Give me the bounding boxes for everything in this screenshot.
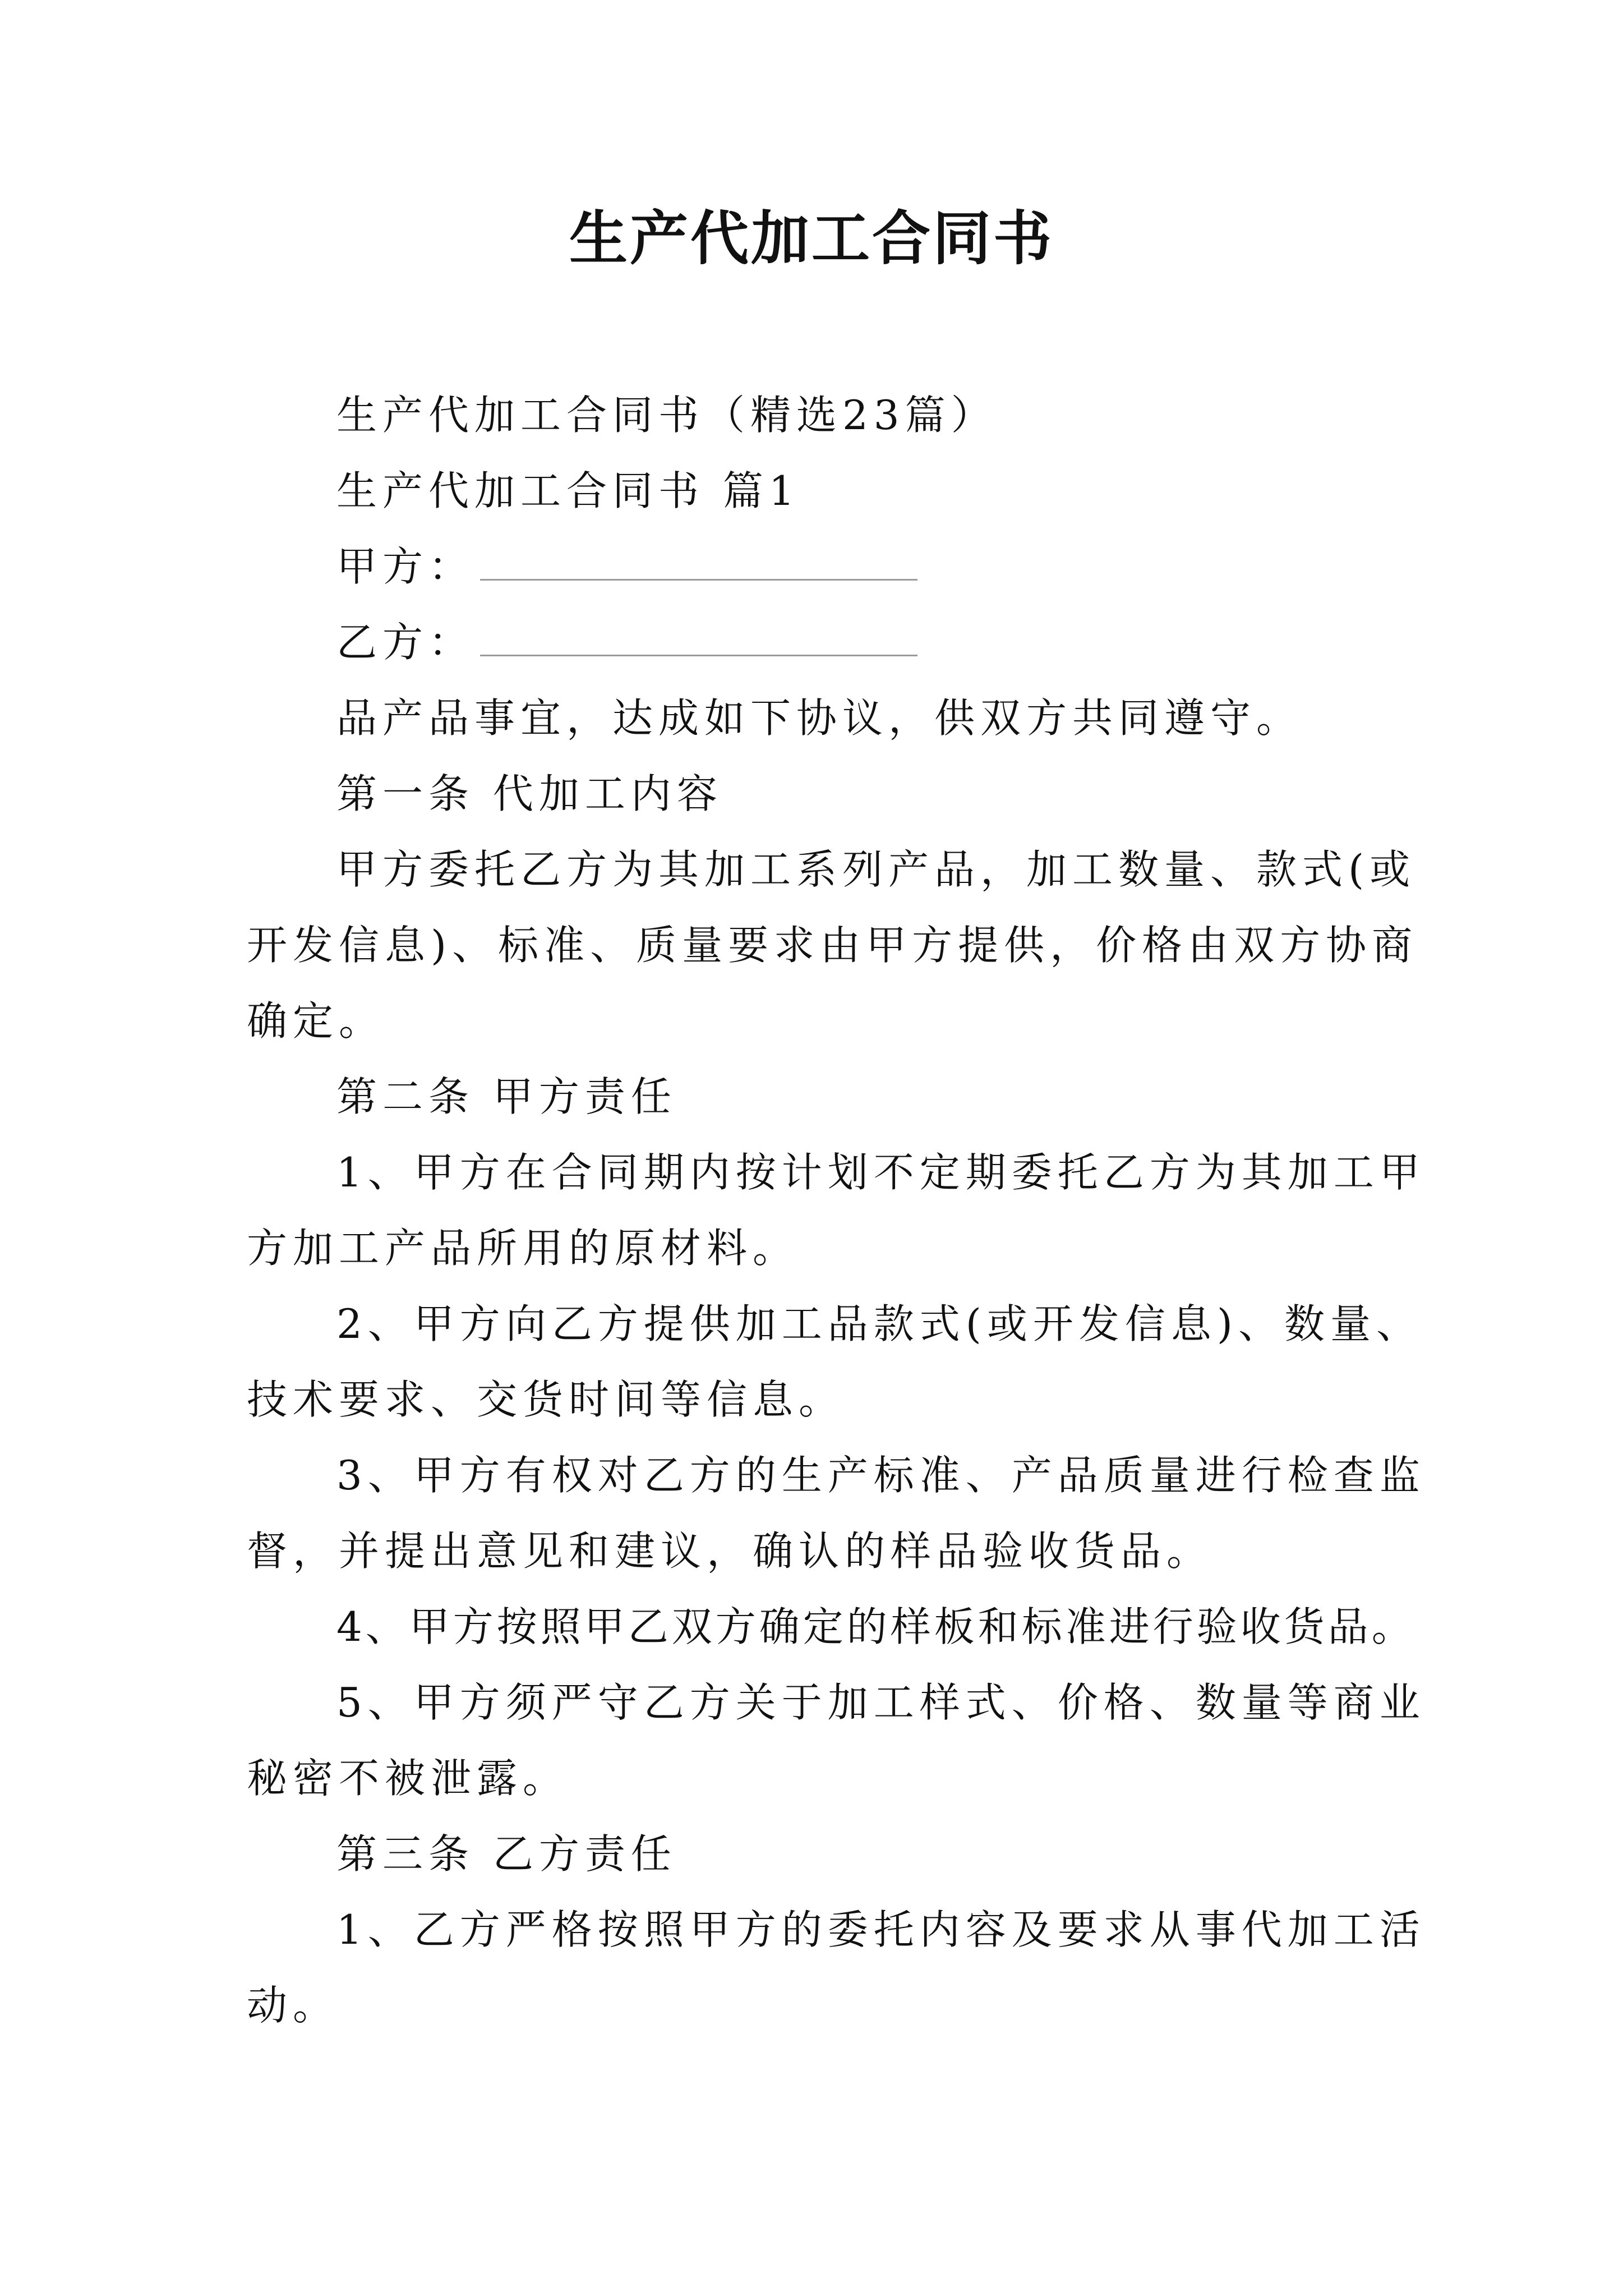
article1-text-line: 甲方委托乙方为其加工系列产品，加工数量、款式(或 — [336, 846, 1416, 893]
article2-item5-line: 5、甲方须严守乙方关于加工样式、价格、数量等商业 — [336, 1679, 1426, 1726]
article3-heading: 第三条 乙方责任 — [336, 1830, 677, 1878]
intro-paragraph: 品产品事宜，达成如下协议，供双方共同遵守。 — [336, 694, 1303, 742]
article1-text-line: 确定。 — [247, 997, 385, 1045]
article3-item1-line: 1、乙方严格按照甲方的委托内容及要求从事代加工活 — [336, 1906, 1426, 1953]
chapter-heading: 生产代加工合同书 篇1 — [336, 467, 800, 514]
document-subtitle: 生产代加工合同书（精选23篇） — [336, 392, 997, 439]
party-a-blank — [480, 577, 917, 581]
article3-item1-line: 动。 — [247, 1982, 339, 2029]
article2-item1-line: 方加工产品所用的原材料。 — [247, 1225, 799, 1272]
article2-item1-line: 1、甲方在合同期内按计划不定期委托乙方为其加工甲 — [336, 1149, 1426, 1196]
article2-item3-line: 3、甲方有权对乙方的生产标准、产品质量进行检查监 — [336, 1452, 1426, 1499]
article1-heading: 第一条 代加工内容 — [336, 770, 723, 817]
article2-item2-line: 技术要求、交货时间等信息。 — [247, 1376, 845, 1423]
article2-heading: 第二条 甲方责任 — [336, 1073, 677, 1120]
article2-item2-line: 2、甲方向乙方提供加工品款式(或开发信息)、数量、 — [336, 1300, 1422, 1347]
party-a-label: 甲方： — [336, 543, 475, 590]
party-a-line — [336, 539, 917, 595]
article2-item4-line: 4、甲方按照甲乙双方确定的样板和标准进行验收货品。 — [336, 1603, 1415, 1650]
article2-item5-line: 秘密不被泄露。 — [247, 1755, 569, 1802]
article2-item3-line: 督，并提出意见和建议，确认的样品验收货品。 — [247, 1527, 1213, 1575]
party-b-line — [336, 614, 917, 670]
party-b-label: 乙方： — [336, 619, 475, 666]
article1-text-line: 开发信息)、标准、质量要求由甲方提供，价格由双方协商 — [247, 922, 1418, 969]
party-b-blank — [480, 652, 917, 656]
document-title: 生产代加工合同书 — [569, 204, 1054, 273]
